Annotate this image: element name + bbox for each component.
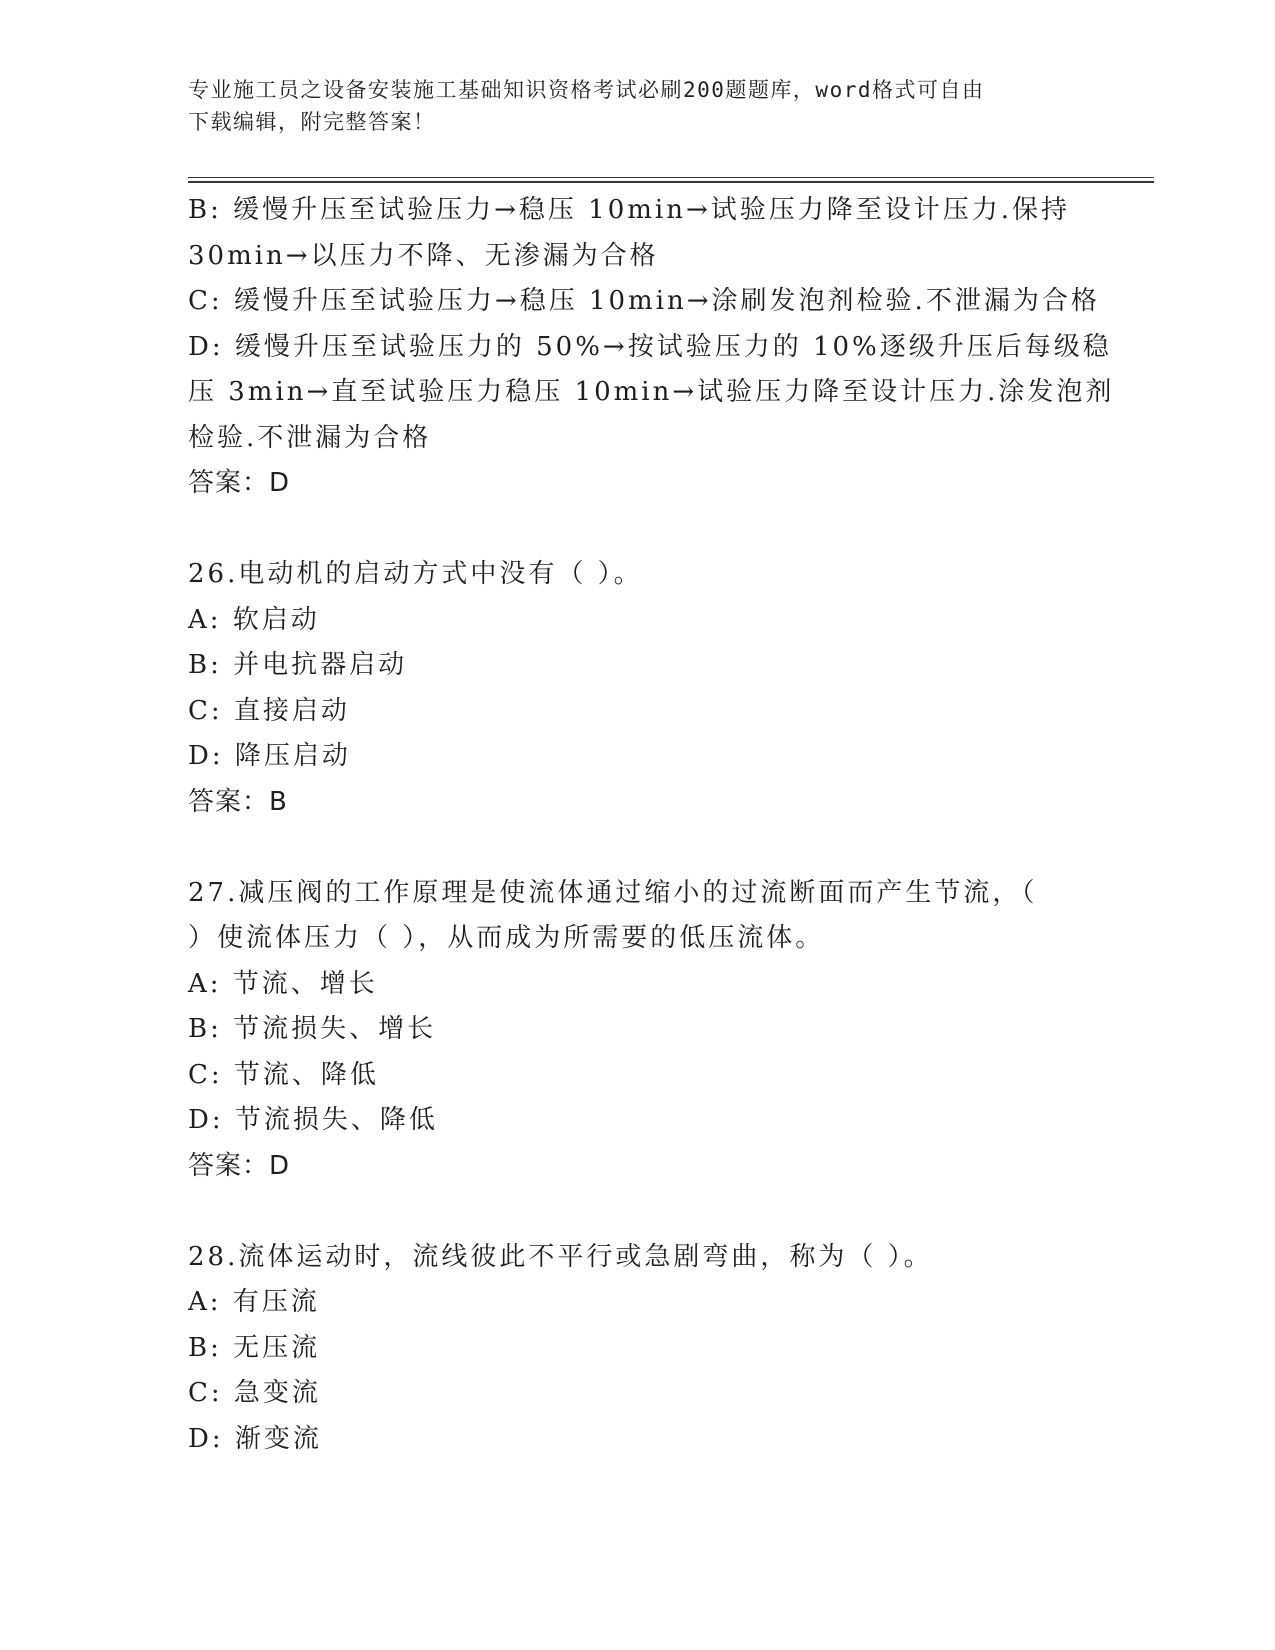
option-b: B: 并电抗器启动	[188, 650, 408, 680]
answer: 答案：D	[188, 1150, 291, 1181]
question-content	[188, 188, 1115, 1462]
answer: 答案：D	[188, 468, 291, 498]
option-a: A: 软启动	[188, 604, 320, 635]
question-text: 26.电动机的启动方式中没有（ ）。	[188, 559, 643, 589]
question-text-line-2: ）使流体压力（ ），从而成为所需要的低压流体。	[188, 923, 825, 953]
option-d: D: 渐变流	[188, 1423, 322, 1454]
header-divider-thin	[188, 177, 1154, 178]
header-title-line-1: 专业施工员之设备安装施工基础知识资格考试必刷200题题库，word格式可自由	[188, 78, 985, 102]
spacer	[188, 1189, 1088, 1235]
question-25-tail	[188, 188, 1115, 507]
question-27	[188, 871, 1088, 1190]
option-d-line-2: 压 3min→直至试验压力稳压 10min→试验压力降至设计压力.涂发泡剂	[188, 377, 1115, 407]
question-28	[188, 1235, 1088, 1463]
option-c: C: 直接启动	[188, 695, 350, 726]
option-a: A: 有压流	[188, 1287, 320, 1317]
option-d-line-3: 检验.不泄漏为合格	[188, 422, 432, 453]
question-26	[188, 552, 1088, 825]
answer: 答案：B	[188, 786, 288, 817]
option-c: C: 急变流	[188, 1378, 321, 1408]
option-b-line-2: 30min→以压力不降、无渗漏为合格	[188, 240, 659, 271]
document-header	[188, 74, 1088, 138]
spacer	[188, 507, 1088, 553]
spacer	[188, 825, 1088, 871]
option-a: A: 节流、增长	[188, 968, 378, 999]
option-c: C: 节流、降低	[188, 1059, 379, 1090]
option-b: B: 无压流	[188, 1332, 321, 1363]
header-divider-thick	[188, 181, 1154, 183]
option-d: D: 降压启动	[188, 741, 351, 771]
option-d: D: 节流损失、降低	[188, 1105, 438, 1135]
option-b-line-1: B: 缓慢升压至试验压力→稳压 10min→试验压力降至设计压力.保持	[188, 195, 1071, 225]
question-text: 28.流体运动时，流线彼此不平行或急剧弯曲，称为（ ）。	[188, 1241, 933, 1272]
option-c: C: 缓慢升压至试验压力→稳压 10min→涂刷发泡剂检验.不泄漏为合格	[188, 286, 1100, 316]
question-text-line-1: 27.减压阀的工作原理是使流体通过缩小的过流断面而产生节流，（	[188, 877, 1038, 908]
option-d-line-1: D: 缓慢升压至试验压力的 50%→按试验压力的 10%逐级升压后每级稳	[188, 331, 1112, 362]
header-title-line-2: 下载编辑，附完整答案！	[188, 110, 436, 134]
option-b: B: 节流损失、增长	[188, 1014, 437, 1044]
